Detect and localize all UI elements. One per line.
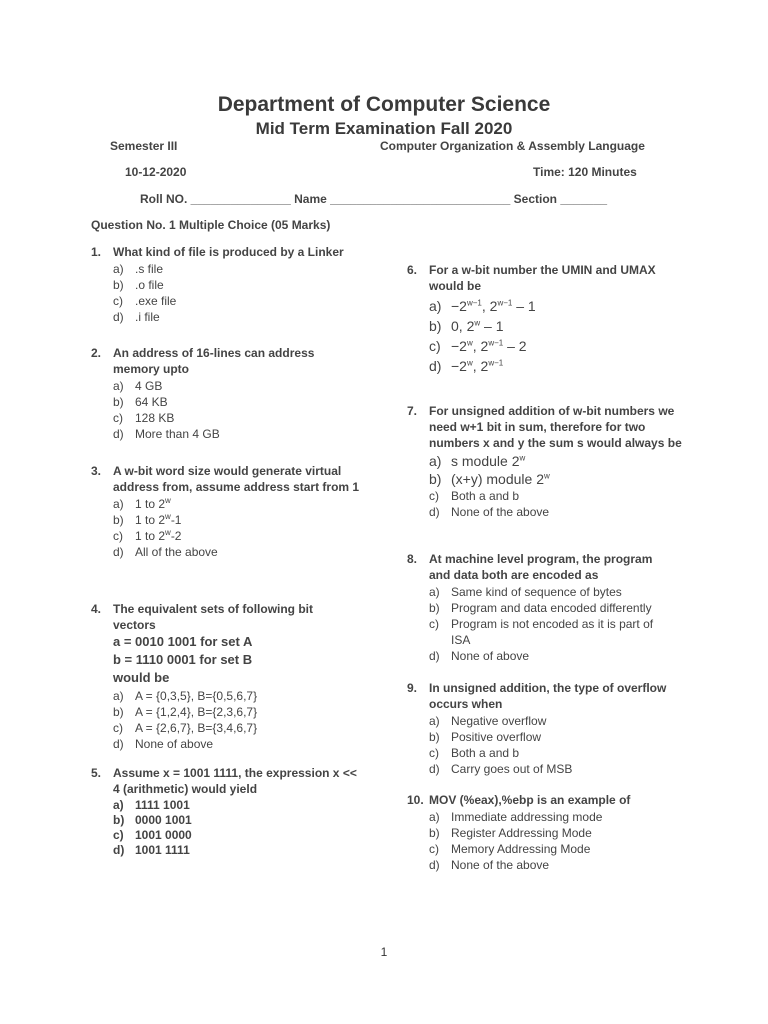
superscript: w−1 xyxy=(488,338,504,348)
option xyxy=(113,293,371,309)
question-text: For unsigned addition of w-bit numbers we need w+1 bit in sum, therefore for two numbers x and y the sum s would always be xyxy=(429,404,682,450)
option-letter: b) xyxy=(429,730,440,744)
question-text: What kind of file is produced by a Linker xyxy=(113,245,344,259)
option-text: Both a and b xyxy=(451,746,520,760)
option-text: Positive overflow xyxy=(451,730,542,744)
semester: Semester III xyxy=(110,139,178,153)
option-letter: c) xyxy=(113,294,123,308)
option-text: Program and data encoded differently xyxy=(451,601,652,615)
option-letter: a) xyxy=(429,453,442,469)
option xyxy=(113,277,371,293)
option xyxy=(113,309,371,325)
section-title: Question No. 1 Multiple Choice (05 Marks) xyxy=(91,218,331,232)
question-number: 7. xyxy=(407,404,418,418)
option-text: None of above xyxy=(135,737,214,751)
option-letter: c) xyxy=(113,529,123,543)
question-9 xyxy=(407,680,682,777)
option-letter: b) xyxy=(113,278,124,292)
option-text: 1001 1111 xyxy=(135,843,190,857)
option-text: , 2 xyxy=(472,358,489,374)
option xyxy=(113,798,366,813)
department-title: Department of Computer Science xyxy=(217,93,551,116)
question-1 xyxy=(91,244,371,325)
option xyxy=(113,528,371,544)
option-text: Register Addressing Mode xyxy=(451,826,592,840)
question-number: 6. xyxy=(407,263,418,277)
option xyxy=(113,394,351,410)
superscript: w−1 xyxy=(488,358,504,368)
option-text: 1001 0000 xyxy=(135,828,192,842)
option-text-suffix: -1 xyxy=(170,513,182,527)
question-3 xyxy=(91,463,371,560)
would-be-label: would be xyxy=(113,670,170,685)
option xyxy=(429,857,682,873)
roll-name-section-line: Roll NO. _______________ Name ___________________________ Section _______ xyxy=(140,192,608,206)
option-text: 1 to 2 xyxy=(135,529,166,543)
option xyxy=(113,426,351,442)
option-letter: c) xyxy=(429,338,441,354)
option xyxy=(113,736,351,752)
option-text: None of above xyxy=(451,649,530,663)
option xyxy=(429,504,682,520)
option xyxy=(429,713,682,729)
option xyxy=(429,600,677,616)
question-text: A w-bit word size would generate virtual address from, assume address start from 1 xyxy=(113,464,360,494)
option-text: 64 KB xyxy=(135,395,168,409)
option-letter: c) xyxy=(113,411,123,425)
option-letter: a) xyxy=(113,497,124,511)
option-text: .s file xyxy=(135,262,164,276)
option-letter: b) xyxy=(429,601,440,615)
option-text: 0, 2 xyxy=(451,318,475,334)
question-text: MOV (%eax),%ebp is an example of xyxy=(429,793,631,807)
superscript: w−1 xyxy=(497,298,513,308)
option-letter: b) xyxy=(113,395,124,409)
option-text: (x+y) module 2 xyxy=(451,471,544,487)
bit-vector-b: b = 1110 0001 for set B xyxy=(113,652,253,667)
option-text: Carry goes out of MSB xyxy=(451,762,573,776)
option xyxy=(429,584,677,600)
option-letter: d) xyxy=(113,737,124,751)
question-number: 2. xyxy=(91,346,102,360)
option xyxy=(113,720,351,736)
option-letter: d) xyxy=(113,310,124,324)
option-text: – 1 xyxy=(480,318,504,334)
option-text: 4 GB xyxy=(135,379,163,393)
exam-time: Time: 120 Minutes xyxy=(533,165,637,179)
option xyxy=(113,843,366,858)
option-text: −2 xyxy=(451,358,467,374)
option-text: Negative overflow xyxy=(451,714,547,728)
option xyxy=(429,809,682,825)
question-number: 4. xyxy=(91,602,102,616)
superscript: w xyxy=(466,358,473,368)
option-letter: c) xyxy=(429,842,439,856)
option-text: – 1 xyxy=(512,298,536,314)
option xyxy=(113,704,351,720)
page-number: 1 xyxy=(380,945,388,959)
option-text: – 2 xyxy=(503,338,527,354)
option-text: 1 to 2 xyxy=(135,497,166,511)
superscript: w−1 xyxy=(466,298,482,308)
question-7 xyxy=(407,403,682,520)
option-letter: d) xyxy=(429,858,440,872)
option xyxy=(113,410,351,426)
option-letter: d) xyxy=(113,545,124,559)
option-letter: c) xyxy=(429,746,439,760)
superscript: w xyxy=(474,318,481,328)
option-letter: d) xyxy=(113,427,124,441)
question-4 xyxy=(91,601,351,752)
option xyxy=(429,729,682,745)
exam-title: Mid Term Examination Fall 2020 xyxy=(255,119,513,138)
question-text: Assume x = 1001 1111, the expression x << 4 (arithmetic) would yield xyxy=(113,766,357,796)
option-text: −2 xyxy=(451,298,467,314)
option-text: A = {1,2,4}, B={2,3,6,7} xyxy=(135,705,258,719)
question-number: 8. xyxy=(407,552,418,566)
question-number: 9. xyxy=(407,681,418,695)
option xyxy=(429,841,682,857)
question-text: An address of 16-lines can address memory upto xyxy=(113,346,315,376)
option-text: Same kind of sequence of bytes xyxy=(451,585,622,599)
option-letter: c) xyxy=(429,489,439,503)
option-text: A = {2,6,7}, B={3,4,6,7} xyxy=(135,721,258,735)
option-text: s module 2 xyxy=(451,453,520,469)
option xyxy=(429,825,682,841)
option-letter: c) xyxy=(113,721,123,735)
option xyxy=(429,452,682,470)
option-text-suffix: -2 xyxy=(170,529,182,543)
superscript: w xyxy=(165,512,171,521)
superscript: w xyxy=(543,471,550,481)
course-name: Computer Organization & Assembly Language xyxy=(380,139,645,153)
option-letter: a) xyxy=(113,798,124,812)
question-8 xyxy=(407,551,677,664)
superscript: w xyxy=(165,496,171,505)
option xyxy=(429,296,677,316)
option-text: Program is not encoded as it is part of ISA xyxy=(451,617,654,647)
option-letter: a) xyxy=(429,714,440,728)
option xyxy=(429,336,677,356)
question-number: 10. xyxy=(407,793,424,807)
bit-vector-a: a = 0010 1001 for set A xyxy=(113,634,253,649)
option-text: .exe file xyxy=(135,294,177,308)
option-text: None of the above xyxy=(451,505,550,519)
question-5 xyxy=(91,765,366,858)
option-letter: d) xyxy=(429,358,442,374)
option xyxy=(113,544,371,560)
question-text: The equivalent sets of following bit vectors xyxy=(113,602,314,632)
option xyxy=(429,648,677,664)
option xyxy=(113,261,371,277)
option-letter: b) xyxy=(113,813,125,827)
option-letter: b) xyxy=(429,471,442,487)
option xyxy=(113,512,371,528)
question-text: For a w-bit number the UMIN and UMAX would be xyxy=(429,263,656,293)
question-number: 5. xyxy=(91,766,102,780)
option-letter: b) xyxy=(429,826,440,840)
option-text: A = {0,3,5}, B={0,5,6,7} xyxy=(135,689,258,703)
option-text: None of the above xyxy=(451,858,550,872)
option-letter: a) xyxy=(429,585,440,599)
option xyxy=(113,813,366,828)
option-text: .o file xyxy=(135,278,164,292)
option xyxy=(113,378,351,394)
option-letter: a) xyxy=(113,262,124,276)
option xyxy=(429,761,682,777)
option xyxy=(113,828,366,843)
question-number: 3. xyxy=(91,464,102,478)
option-letter: d) xyxy=(429,649,440,663)
question-6 xyxy=(407,262,677,376)
superscript: w xyxy=(519,453,526,463)
option-letter: b) xyxy=(113,513,124,527)
option-text: 1111 1001 xyxy=(135,798,190,812)
option-text: More than 4 GB xyxy=(135,427,220,441)
option-letter: d) xyxy=(429,505,440,519)
exam-date: 10-12-2020 xyxy=(125,165,187,179)
option-text: Immediate addressing mode xyxy=(451,810,603,824)
option-letter: c) xyxy=(113,828,124,842)
option-letter: d) xyxy=(113,843,125,857)
option-letter: d) xyxy=(429,762,440,776)
option-letter: b) xyxy=(429,318,442,334)
option xyxy=(429,616,677,648)
option xyxy=(113,688,351,704)
option xyxy=(429,356,677,376)
option xyxy=(429,488,682,504)
option xyxy=(113,496,371,512)
question-number: 1. xyxy=(91,245,102,259)
question-text: At machine level program, the program and data both are encoded as xyxy=(429,552,653,582)
option-letter: b) xyxy=(113,705,124,719)
option-text: Both a and b xyxy=(451,489,520,503)
option-text: 0000 1001 xyxy=(135,813,192,827)
question-10 xyxy=(407,792,682,873)
option-letter: a) xyxy=(113,689,124,703)
option xyxy=(429,316,677,336)
option-letter: a) xyxy=(429,810,440,824)
option-text: 1 to 2 xyxy=(135,513,166,527)
question-2 xyxy=(91,345,351,442)
option-text: , 2 xyxy=(481,298,498,314)
option-letter: a) xyxy=(429,298,442,314)
option-letter: a) xyxy=(113,379,124,393)
option xyxy=(429,470,682,488)
option xyxy=(429,745,682,761)
option-text: All of the above xyxy=(135,545,218,559)
option-text: −2 xyxy=(451,338,467,354)
option-text: .i file xyxy=(135,310,160,324)
option-letter: c) xyxy=(429,617,439,631)
question-text: In unsigned addition, the type of overflow occurs when xyxy=(429,681,667,711)
option-text: , 2 xyxy=(472,338,489,354)
option-text: 128 KB xyxy=(135,411,175,425)
superscript: w xyxy=(466,338,473,348)
option-text: Memory Addressing Mode xyxy=(451,842,591,856)
superscript: w xyxy=(165,528,171,537)
